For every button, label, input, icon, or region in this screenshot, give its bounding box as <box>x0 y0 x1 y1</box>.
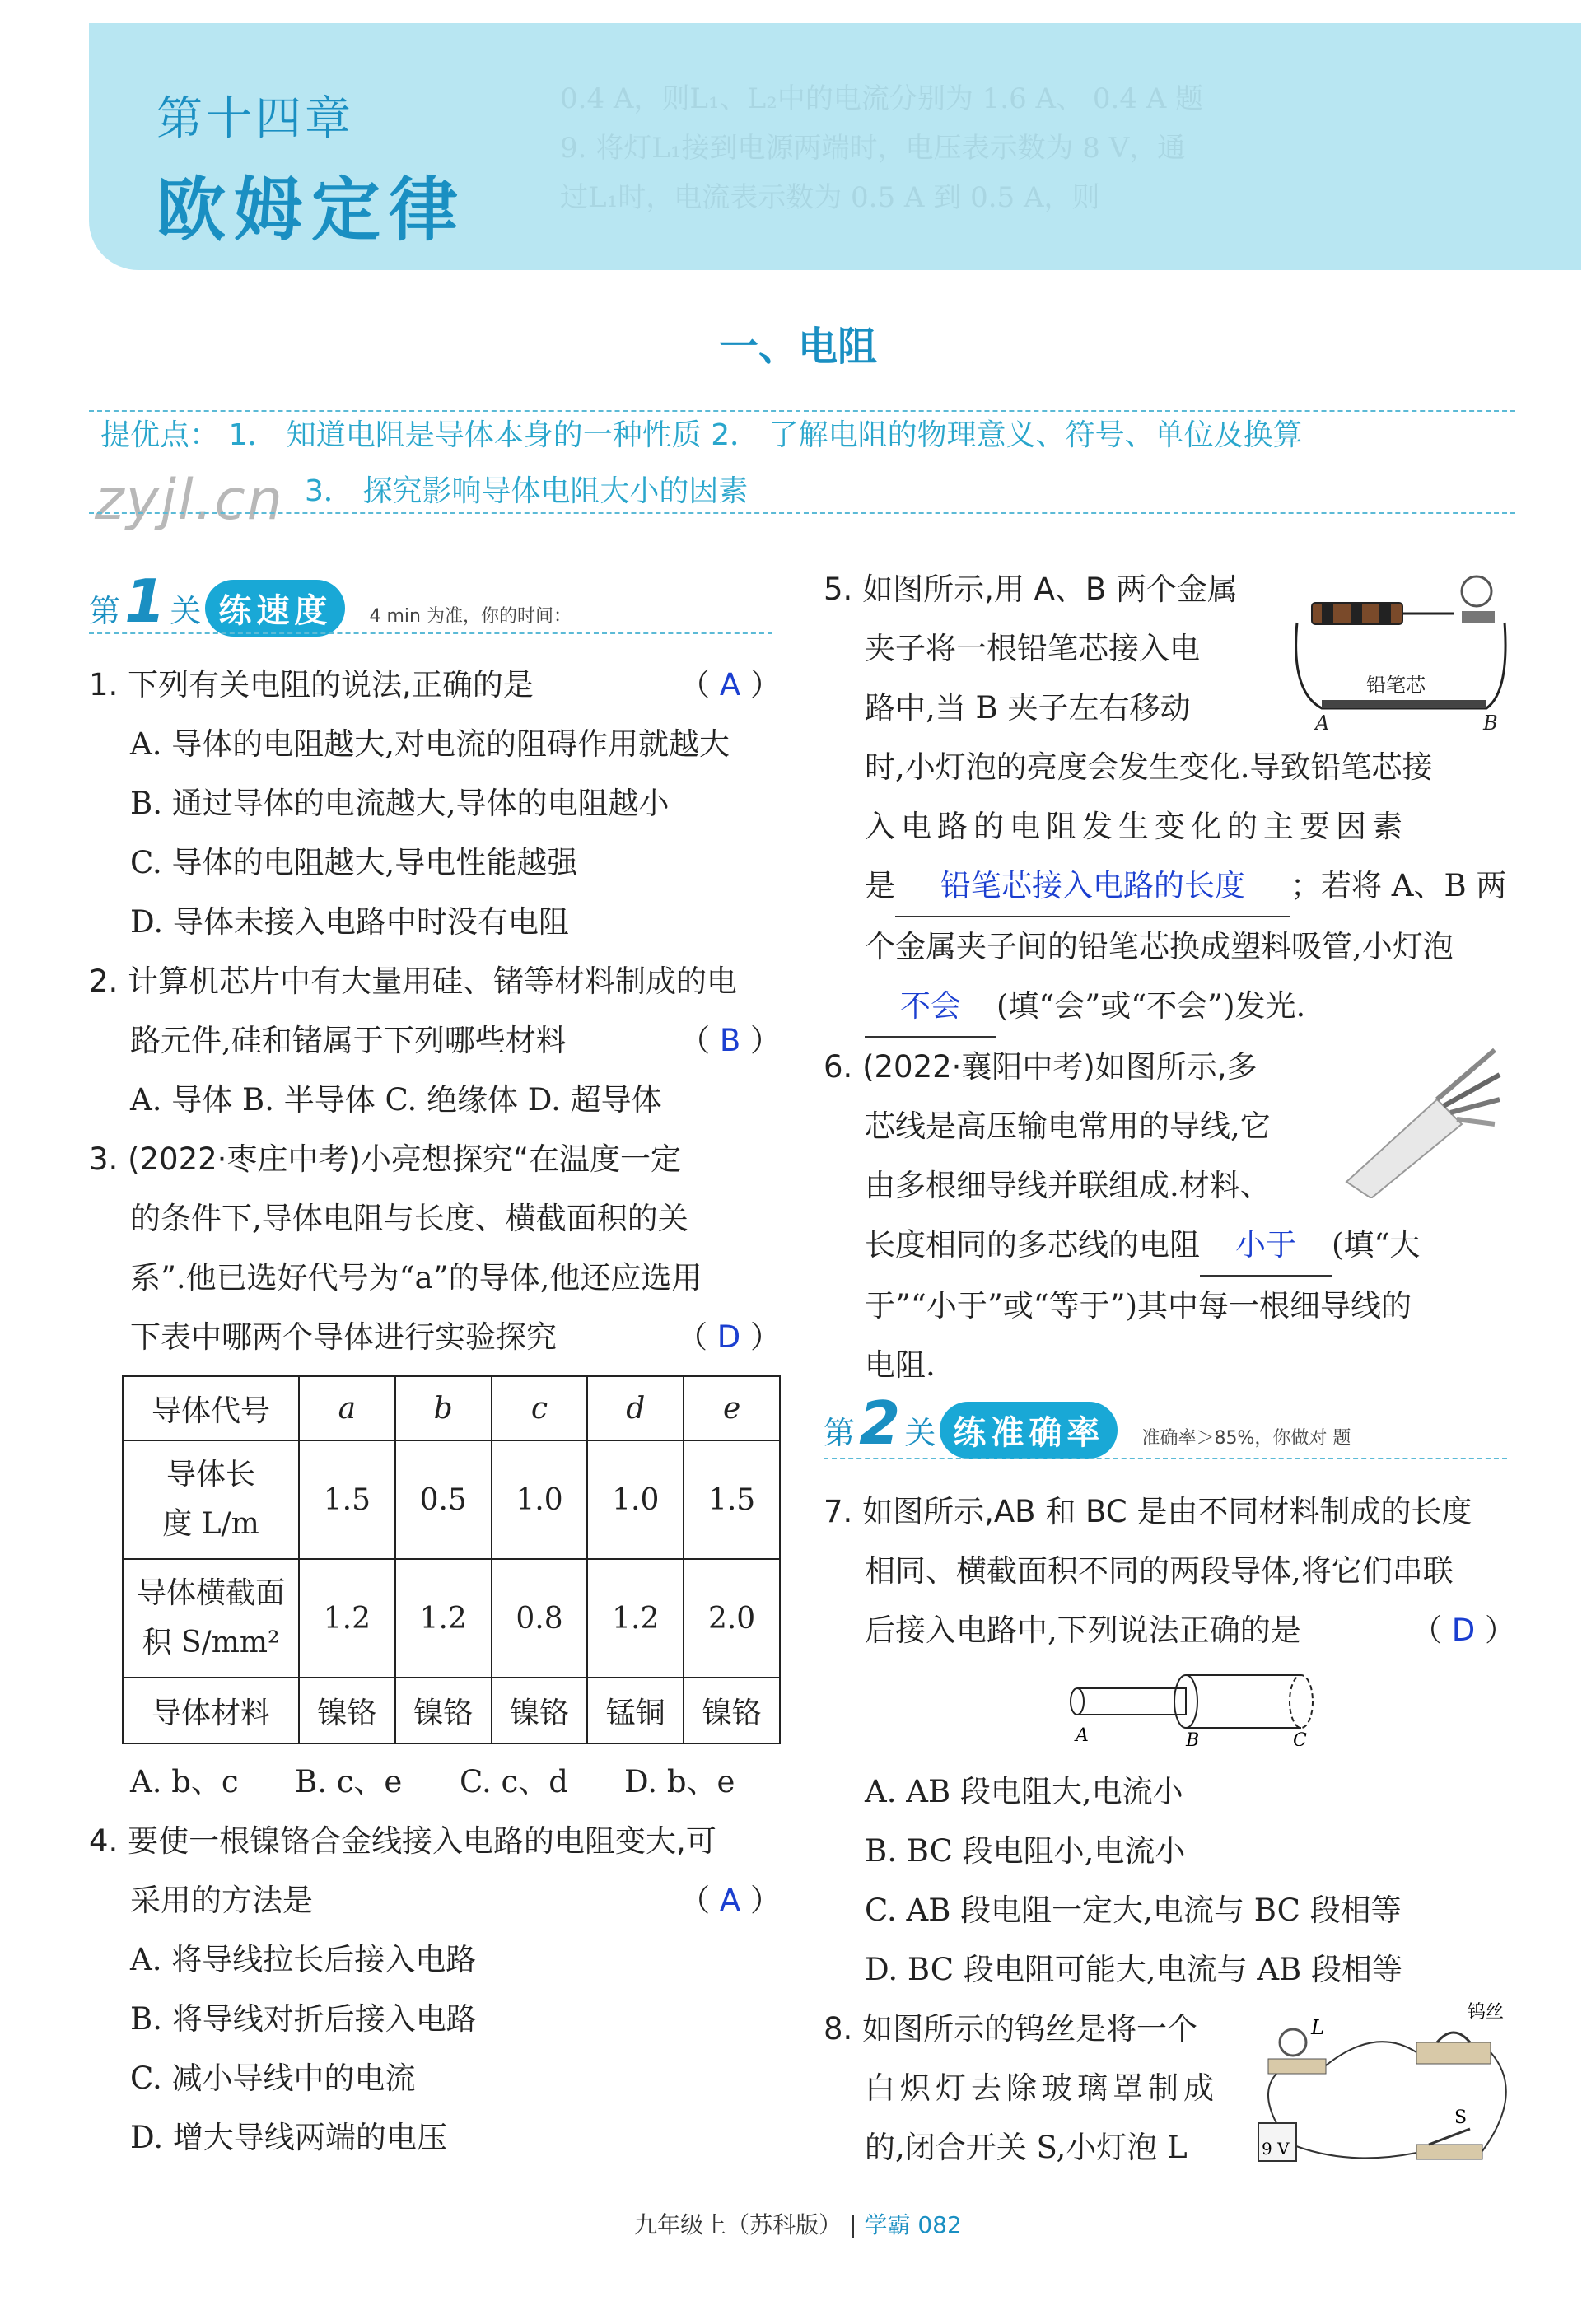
q6-line-2: 芯线是高压输电常用的导线,它 <box>865 1108 1271 1144</box>
fig-label: C <box>1293 1730 1307 1746</box>
page-footer <box>0 2207 1596 2240</box>
q5-line-4: 时,小灯泡的亮度会发生变化.导致铅笔芯接 <box>865 749 1433 785</box>
level-accuracy-note: 准确率＞85%，你做对 题 <box>1141 1428 1351 1449</box>
q8-line-2: 白炽灯去除玻璃罩制成 <box>865 2070 1219 2106</box>
q6-source: 6. (2022·襄阳中考) <box>824 1049 1095 1085</box>
segment-bc-end <box>1290 1675 1313 1728</box>
q3-source: 3. (2022·枣庄中考) <box>89 1141 361 1177</box>
table-row-label: 导体横截面 积 S/mm² <box>123 1559 299 1678</box>
tungsten-base <box>1416 2042 1491 2064</box>
table-header-cell: 导体代号 <box>123 1376 299 1440</box>
q5-blank-1: 铅笔芯接入电路的长度 <box>895 856 1290 917</box>
chapter-title: 欧姆定律 <box>156 170 467 250</box>
bulb-base <box>1462 611 1495 623</box>
q8-line-3: 的,闭合开关 S,小灯泡 L <box>865 2130 1188 2165</box>
bleed-through-text: 0.4 A，则L₁、L₂中的电流分别为 1.6 A、 0.4 A 题 9. 将灯L₁接到电源两端时，电压表示数为 8 V，通 过L₁时，电流表示数为 0.5 A 到 0.5 A，则 <box>560 82 1204 214</box>
q7-option-b: B. BC 段电阻小,电流小 <box>865 1833 1186 1869</box>
bulb-icon <box>1462 576 1491 606</box>
multi-core-wire-figure <box>1338 1042 1503 1198</box>
table-row <box>123 1440 780 1559</box>
q5-line-3: 路中,当 B 夹子左右移动 <box>865 690 1191 726</box>
table-header-cell: c <box>492 1376 588 1440</box>
tips-line-2: 3． 探究影响导体电阻大小的因素 <box>305 474 749 508</box>
conductor-ab-bc-figure <box>1062 1664 1326 1746</box>
table-cell: 1.2 <box>395 1559 492 1678</box>
fig-label: A <box>1076 1725 1089 1746</box>
table-row-label: 导体材料 <box>123 1678 299 1743</box>
table-cell: 1.2 <box>587 1559 684 1678</box>
left-column <box>89 656 781 2168</box>
q1-option-c: C. 导体的电阻越大,导电性能越强 <box>130 845 578 880</box>
level-2-rule <box>824 1458 1507 1459</box>
q4-answer: A <box>719 1883 741 1918</box>
table-cell: 1.5 <box>299 1440 395 1559</box>
q3-stem-4: 下表中哪两个导体进行实验探究 （ D ） <box>130 1319 781 1355</box>
cable-sheath-icon <box>1346 1099 1462 1198</box>
q7 <box>824 1482 1515 1660</box>
level-2-banner <box>824 1389 1351 1459</box>
table-cell: 1.0 <box>587 1440 684 1559</box>
q3-answer: D <box>716 1319 741 1355</box>
bulb-icon <box>1280 2029 1306 2056</box>
table-row <box>123 1376 780 1440</box>
q3-stem-3: 系”.他已选好代号为“a”的导体,他还应选用 <box>130 1260 702 1295</box>
tips-bottom-rule <box>89 512 1515 514</box>
table-header-cell: b <box>395 1376 492 1440</box>
level-1-banner <box>89 567 572 637</box>
q7-option-d: D. BC 段电阻可能大,电流与 AB 段相等 <box>865 1952 1403 1987</box>
q8-line-1: 8. 如图所示的钨丝是将一个 <box>824 2011 1198 2047</box>
tips-line-1: 提优点： 1． 知道电阻是导体本身的一种性质 2． 了解电阻的物理意义、符号、单位及换算 <box>100 418 1303 452</box>
switch-icon <box>1429 2129 1470 2145</box>
q5-line-6: 是 铅笔芯接入电路的长度 ；若将 A、B 两 <box>824 856 1515 917</box>
footer-separator: | <box>849 2211 857 2238</box>
segment-ab <box>1077 1688 1186 1715</box>
q6-blank: 小于 <box>1200 1216 1332 1277</box>
pencil-lead-icon <box>1322 700 1486 708</box>
table-cell: 0.5 <box>395 1440 492 1559</box>
q2-options: A. 导体 B. 半导体 C. 绝缘体 D. 超导体 <box>130 1082 662 1118</box>
q6-line-6: 电阻. <box>865 1347 936 1383</box>
section-title: 一、电阻 <box>718 324 877 370</box>
q1-answer: A <box>719 667 741 702</box>
table-cell: 镍铬 <box>299 1678 395 1743</box>
q7-options <box>865 1762 1515 2000</box>
table-cell: 锰铜 <box>587 1678 684 1743</box>
band <box>1322 603 1333 624</box>
table-header-cell: a <box>299 1376 395 1440</box>
table-header-cell: d <box>587 1376 684 1440</box>
pencil-lead-circuit-figure <box>1289 568 1511 733</box>
level-prefix: 第 <box>89 593 121 629</box>
page-number: 082 <box>917 2211 962 2238</box>
segment-ab-end <box>1071 1688 1084 1715</box>
switch-base <box>1416 2145 1482 2159</box>
table-cell: 镍铬 <box>684 1678 780 1743</box>
q5-line-8: 不会 (填“会”或“不会”)发光. <box>824 977 1515 1038</box>
q7-option-c: C. AB 段电阻一定大,电流与 BC 段相等 <box>865 1893 1402 1928</box>
fig-label: B <box>1186 1730 1200 1746</box>
table-cell: 2.0 <box>684 1559 780 1678</box>
table-row <box>123 1678 780 1743</box>
level-number: 2 <box>859 1389 901 1458</box>
q4-option-b: B. 将导线对折后接入电路 <box>130 2001 477 2037</box>
q7-stem-2: 相同、横截面积不同的两段导体,将它们串联 <box>865 1553 1454 1589</box>
table-cell: 1.2 <box>299 1559 395 1678</box>
level-name-pill: 练准确率 <box>940 1402 1118 1459</box>
q6-line-1: 6. (2022·襄阳中考)如图所示,多 <box>824 1049 1258 1085</box>
q6-line-5: 于”“小于”或“等于”)其中每一根细导线的 <box>865 1288 1412 1323</box>
q8 <box>824 2000 1252 2177</box>
level-suffix: 关 <box>904 1415 936 1451</box>
q2-stem-2: 路元件,硅和锗属于下列哪些材料 （ B ） <box>130 1023 781 1058</box>
q1-stem: 1. 下列有关电阻的说法,正确的是 （ A ） <box>89 667 781 702</box>
q4-stem-1: 4. 要使一根镍铬合金线接入电路的电阻变大,可 <box>89 1823 716 1859</box>
band <box>1351 603 1362 624</box>
level-name-pill: 练速度 <box>205 580 345 637</box>
q5-line-7: 个金属夹子间的铅笔芯换成塑料吸管,小灯泡 <box>865 929 1454 964</box>
q2-stem-1: 2. 计算机芯片中有大量用硅、锗等材料制成的电 <box>89 964 738 999</box>
q1-option-b: B. 通过导体的电流越大,导体的电阻越小 <box>130 786 670 821</box>
footer-grade: 九年级上（苏科版） <box>634 2211 842 2238</box>
table-cell: 1.5 <box>684 1440 780 1559</box>
q2-answer: B <box>719 1023 741 1058</box>
table-row <box>123 1559 780 1678</box>
q3-option-a: A. b、c <box>130 1764 239 1799</box>
q7-answer: D <box>1451 1613 1476 1648</box>
q7-stem-1: 7. 如图所示,AB 和 BC 是由不同材料制成的长度 <box>824 1494 1472 1529</box>
q3-option-c: C. c、d <box>460 1764 568 1799</box>
table-cell: 镍铬 <box>395 1678 492 1743</box>
level-prefix: 第 <box>824 1415 856 1451</box>
q5-blank-2: 不会 <box>865 977 996 1038</box>
wire-strand <box>1450 1099 1500 1113</box>
fig-label: 铅笔芯 <box>1366 674 1426 697</box>
tungsten-wire-circuit-figure <box>1252 1993 1532 2182</box>
level-1-rule <box>89 632 772 634</box>
tungsten-wire-icon <box>1437 2033 1470 2042</box>
fig-label: 9 V <box>1262 2139 1290 2159</box>
q3-stem-2: 的条件下,导体电阻与长度、横截面积的关 <box>130 1201 688 1236</box>
band <box>1379 603 1391 624</box>
q4-option-d: D. 增大导线两端的电压 <box>130 2120 447 2155</box>
q5-line-1: 5. 如图所示,用 A、B 两个金属 <box>824 572 1239 607</box>
chapter-number: 第十四章 <box>156 92 354 146</box>
watermark: zyjl.cn <box>95 468 284 533</box>
conductor-table <box>122 1375 781 1744</box>
q1-option-d: D. 导体未接入电路中时没有电阻 <box>130 904 569 940</box>
level-suffix: 关 <box>170 593 202 629</box>
q6-line-4: 长度相同的多芯线的电阻 小于 (填“大 <box>824 1216 1515 1277</box>
q3-options <box>89 1753 781 1812</box>
table-cell: 1.0 <box>492 1440 588 1559</box>
q4-option-c: C. 减小导线中的电流 <box>130 2061 416 2096</box>
fig-label: B <box>1483 712 1498 733</box>
q3-stem-1: 3. (2022·枣庄中考)小亮想探究“在温度一定 <box>89 1141 682 1177</box>
q7-stem-3: 后接入电路中,下列说法正确的是 （ D ） <box>865 1613 1515 1648</box>
table-cell: 镍铬 <box>492 1678 588 1743</box>
footer-brand: 学霸 <box>864 2211 911 2238</box>
segment-bc <box>1186 1675 1301 1728</box>
fig-label: A <box>1315 712 1330 733</box>
table-cell: 0.8 <box>492 1559 588 1678</box>
q7-option-a: A. AB 段电阻大,电流小 <box>865 1774 1183 1809</box>
lamp-base <box>1268 2059 1326 2074</box>
q1-option-a: A. 导体的电阻越大,对电流的阻碍作用就越大 <box>130 726 730 762</box>
q5-line-2: 夹子将一根铅笔芯接入电 <box>865 631 1200 666</box>
wire-strand <box>1457 1119 1495 1124</box>
fig-label: L <box>1311 2016 1324 2039</box>
table-row-label: 导体长 度 L/m <box>123 1440 299 1559</box>
q6-line-3: 由多根细导线并联组成.材料、 <box>865 1168 1271 1203</box>
fig-label: S <box>1454 2107 1468 2128</box>
fig-label: 钨丝 <box>1468 2002 1505 2023</box>
q5-line-5: 入电路的电阻发生变化的主要因素 <box>865 809 1408 844</box>
level-time-note: 4 min 为准，你的时间： <box>369 606 572 627</box>
q3-option-d: D. b、e <box>624 1764 735 1799</box>
q4-option-a: A. 将导线拉长后接入电路 <box>130 1942 477 1977</box>
q3-option-b: B. c、e <box>295 1764 403 1799</box>
level-number: 1 <box>124 567 166 636</box>
table-header-cell: e <box>684 1376 780 1440</box>
q4-stem-2: 采用的方法是 （ A ） <box>130 1883 781 1918</box>
